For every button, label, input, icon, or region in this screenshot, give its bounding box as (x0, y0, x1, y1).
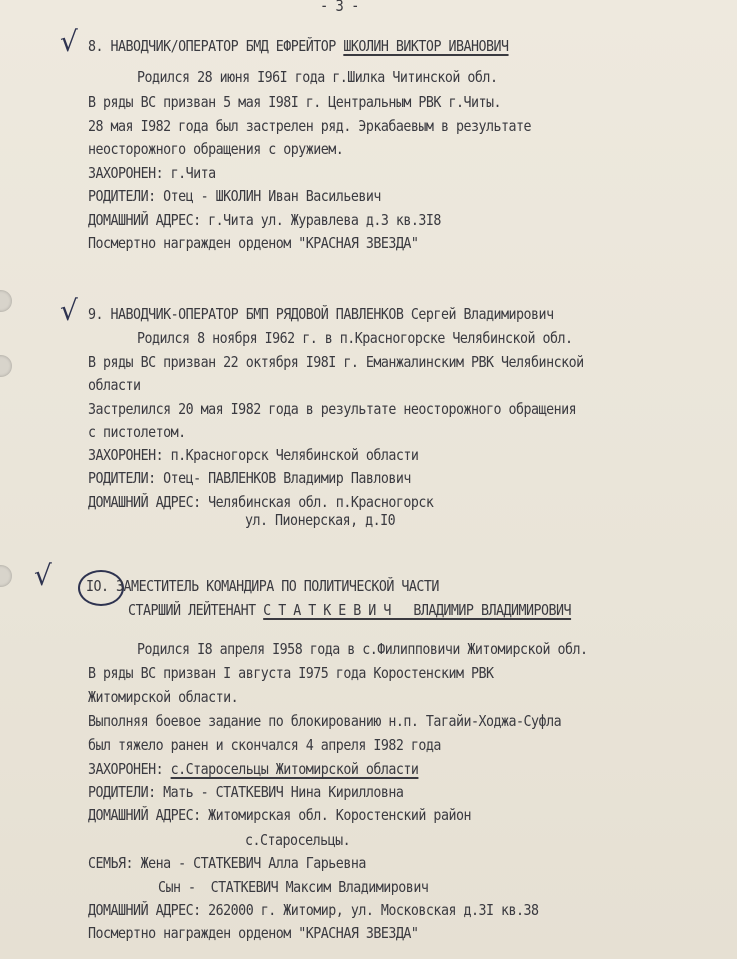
checkmark-icon: √ (60, 294, 78, 327)
entry-9-text: В ряды ВС призван 22 октября I98I г. Еманжалинским РВК Челябинской (88, 353, 584, 371)
entry-9-text: ДОМАШНИЙ АДРЕС: Челябинская обл. п.Красногорск (88, 493, 434, 511)
entry-10-text: СЕМЬЯ: Жена - СТАТКЕВИЧ Алла Гарьевна (88, 854, 366, 872)
entry-9-text: ЗАХОРОНЕН: п.Красногорск Челябинской области (88, 446, 419, 464)
punch-hole (0, 565, 12, 587)
entry-10-heading: IO. ЗАМЕСТИТЕЛЬ КОМАНДИРА ПО ПОЛИТИЧЕСКОЙ ЧАСТИ (86, 577, 439, 595)
entry-10-text: Посмертно награжден орденом "КРАСНАЯ ЗВЕЗДА" (88, 924, 419, 942)
checkmark-icon: √ (60, 25, 78, 58)
entry-10-text: ДОМАШНИЙ АДРЕС: 262000 г. Житомир, ул. Московская д.3I кв.38 (88, 901, 539, 919)
entry-9-heading: 9. НАВОДЧИК-ОПЕРАТОР БМП РЯДОВОЙ ПАВЛЕНКОВ Сергей Владимирович (88, 305, 554, 323)
entry-10-text: ДОМАШНИЙ АДРЕС: Житомирская обл. Коростенский район (88, 806, 471, 824)
entry-8-text: неосторожного обращения с оружием. (88, 140, 344, 158)
entry-8-text: 28 мая I982 года был застрелен ряд. Эркабаевым в результате (88, 117, 532, 135)
entry-8-text: В ряды ВС призван 5 мая I98I г. Центральным РВК г.Читы. (88, 93, 502, 111)
entry-8-text: ЗАХОРОНЕН: г.Чита (88, 164, 216, 182)
entry-9-text: Застрелился 20 мая I982 года в результате неосторожного обращения (88, 400, 577, 418)
entry-10-text: Выполняя боевое задание по блокированию н.п. Тагайи-Ходжа-Суфла (88, 712, 562, 730)
entry-9-born: Родился 8 ноября I962 г. в п.Красногорске Челябинской обл. (137, 329, 573, 347)
entry-9-text: ул. Пионерская, д.I0 (245, 511, 396, 529)
entry-10-text: Сын - СТАТКЕВИЧ Максим Владимирович (158, 878, 429, 896)
entry-10-text: был тяжело ранен и скончался 4 апреля I982 года (88, 736, 441, 754)
entry-10-text: РОДИТЕЛИ: Мать - СТАТКЕВИЧ Нина Кирилловна (88, 783, 404, 801)
entry-9-text: области (88, 376, 141, 394)
entry-10-text: ЗАХОРОНЕН: с.Старосельцы Житомирской области (88, 760, 419, 778)
entry-10-text: Житомирской области. (88, 688, 239, 706)
punch-hole (0, 355, 12, 377)
entry-8-text: РОДИТЕЛИ: Отец - ШКОЛИН Иван Васильевич (88, 187, 381, 205)
entry-8-text: ДОМАШНИЙ АДРЕС: г.Чита ул. Журавлева д.3 кв.3I8 (88, 211, 441, 229)
entry-10-born: Родился I8 апреля I958 года в с.Филипповичи Житомирской обл. (137, 640, 588, 658)
entry-8-born: Родился 28 июня I96I года г.Шилка Читинской обл. (137, 68, 498, 86)
checkmark-icon: √ (34, 559, 52, 592)
entry-10-text: В ряды ВС призван I августа I975 года Коростенским РВК (88, 664, 494, 682)
entry-9-text: РОДИТЕЛИ: Отец- ПАВЛЕНКОВ Владимир Павлович (88, 469, 411, 487)
entry-8-text: Посмертно награжден орденом "КРАСНАЯ ЗВЕЗДА" (88, 234, 419, 252)
entry-10-text: с.Старосельцы. (245, 831, 351, 849)
entry-9-text: с пистолетом. (88, 423, 186, 441)
page-number: - 3 - (320, 0, 359, 15)
punch-hole (0, 290, 12, 312)
entry-8-heading: 8. НАВОДЧИК/ОПЕРАТОР БМД ЕФРЕЙТОР ШКОЛИН ВИКТОР ИВАНОВИЧ (88, 37, 509, 55)
entry-10-heading-line2: СТАРШИЙ ЛЕЙТЕНАНТ С Т А Т К Е В И Ч ВЛАДИМИР ВЛАДИМИРОВИЧ (128, 601, 572, 619)
